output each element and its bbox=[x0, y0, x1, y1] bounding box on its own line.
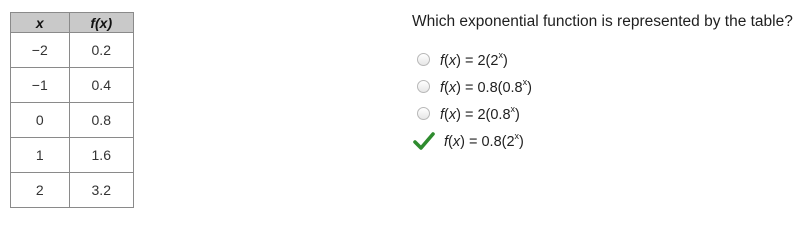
function-name: f bbox=[440, 106, 445, 123]
expression-close: ) bbox=[515, 106, 520, 123]
expression-close: ) bbox=[502, 52, 508, 69]
table-header-row bbox=[11, 13, 134, 33]
cell-fx: 0.8 bbox=[69, 103, 134, 138]
function-name: f bbox=[444, 133, 449, 150]
function-name: f bbox=[440, 52, 445, 69]
exponent: x bbox=[510, 103, 516, 114]
expression-close: ) bbox=[519, 133, 524, 150]
expression-body: ) = 0.8(2 bbox=[460, 133, 515, 150]
function-variable: x bbox=[448, 52, 457, 69]
cell-fx: 0.2 bbox=[69, 33, 134, 68]
answer-choices bbox=[412, 46, 532, 154]
function-table bbox=[10, 12, 134, 208]
exponent: x bbox=[522, 76, 528, 87]
table-row bbox=[11, 103, 134, 138]
function-variable: x bbox=[448, 79, 457, 96]
function-variable: x bbox=[452, 133, 461, 150]
answer-option-1[interactable] bbox=[412, 46, 532, 73]
function-name: f bbox=[440, 79, 445, 96]
column-header-fx: f(x) bbox=[69, 13, 134, 33]
radio-circle-icon[interactable] bbox=[417, 53, 430, 66]
cell-fx: 3.2 bbox=[69, 173, 134, 208]
table-row bbox=[11, 68, 134, 103]
radio-circle-icon[interactable] bbox=[417, 80, 430, 93]
cell-x: 2 bbox=[11, 173, 70, 208]
expression-close: ) bbox=[527, 79, 532, 96]
cell-fx: 1.6 bbox=[69, 138, 134, 173]
column-header-x: x bbox=[11, 13, 70, 33]
expression-body: ) = 2(0.8 bbox=[456, 106, 511, 123]
expression-body: ) = 0.8(0.8 bbox=[456, 79, 523, 96]
table-row bbox=[11, 33, 134, 68]
table-row bbox=[11, 138, 134, 173]
answer-option-label[interactable]: $f(x) = 0.8(2^x)$ bbox=[444, 130, 524, 150]
exponent: x bbox=[514, 130, 520, 141]
table-row bbox=[11, 173, 134, 208]
answer-option-label[interactable]: $f(x) = 0.8(0.8^x)$ bbox=[440, 76, 532, 96]
question-text: Which exponential function is represented by the table? bbox=[412, 13, 793, 30]
cell-fx: 0.4 bbox=[69, 68, 134, 103]
answer-option-2[interactable] bbox=[412, 73, 532, 100]
cell-x: 1 bbox=[11, 138, 70, 173]
cell-x: −1 bbox=[11, 68, 70, 103]
checkmark-icon[interactable] bbox=[413, 131, 435, 151]
exponent: x bbox=[498, 49, 503, 60]
answer-option-label[interactable]: $f(x) = 2(0.8^x)$ bbox=[440, 103, 520, 123]
function-variable: x bbox=[448, 106, 457, 123]
cell-x: 0 bbox=[11, 103, 70, 138]
answer-option-3[interactable] bbox=[412, 100, 532, 127]
expression-body: ) = 2(2 bbox=[456, 52, 499, 69]
cell-x: −2 bbox=[11, 33, 70, 68]
radio-circle-icon[interactable] bbox=[417, 107, 430, 120]
answer-option-label[interactable]: $f(x) = 2(2^x)$ bbox=[440, 49, 508, 69]
answer-option-4[interactable] bbox=[412, 127, 532, 154]
